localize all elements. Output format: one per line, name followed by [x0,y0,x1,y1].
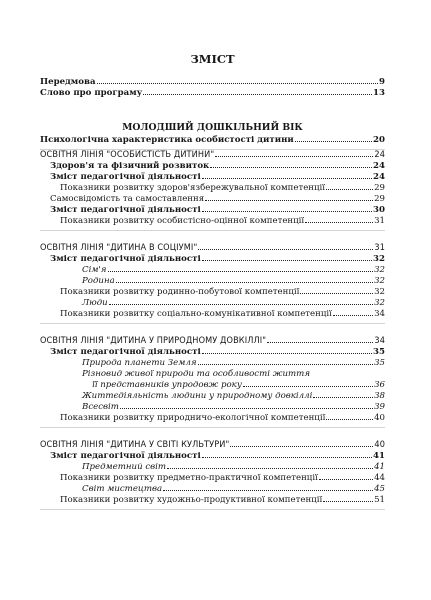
toc-entry-label: ОСВІТНЯ ЛІНІЯ "ОСОБИСТІСТЬ ДИТИНИ" [40,150,215,160]
toc-entry-page: 44 [374,473,385,483]
toc-entry[interactable] [40,254,385,265]
dot-leader [305,216,373,223]
toc-entry-label: Передмова [40,77,96,87]
dot-leader [313,391,373,398]
dot-leader [323,495,373,502]
toc-entry-label: Сім'я [82,265,107,275]
toc-entry-page: 32 [374,298,385,308]
dot-leader [202,451,372,458]
toc-entry-page: 31 [374,216,385,226]
toc-entry[interactable] [40,358,385,369]
toc-entry-label: Показники розвитку предметно-практичної компетенції [60,473,318,483]
dot-leader [202,254,372,261]
toc-entry[interactable] [40,265,385,276]
dot-leader [202,347,372,354]
intro-entries [40,77,385,99]
toc-entry-page: 40 [374,440,385,450]
toc-entry-page: 32 [373,254,385,264]
dot-leader [326,413,373,420]
toc-entry-page: 41 [373,451,385,461]
toc-entry-label: Показники розвитку соціально-комунікативної компетенції [60,309,332,319]
toc-entry-label: Показники розвитку природничо-екологічної компетенції [60,413,326,423]
toc-entry[interactable] [40,391,385,402]
section-heading[interactable] [40,150,385,161]
toc-entry-page: 45 [374,484,385,494]
toc-entry-label: Здоров'я та фізичний розвиток [50,161,210,171]
page-title: ЗМІСТ [190,52,235,66]
toc-entry-label: Різновид живої природи та особливості життя [82,369,311,379]
toc-entry-page: 34 [374,336,385,346]
toc-entry[interactable] [40,135,385,146]
toc-entry-label: Зміст педагогічної діяльності [50,172,201,182]
dot-leader [198,243,373,250]
toc-entry[interactable] [40,451,385,462]
toc-entry-page: 35 [374,358,385,368]
toc-entry[interactable] [40,462,385,473]
toc-entry-label: Самосвідомість та самоставлення [50,194,205,204]
dot-leader [215,150,373,157]
toc-entry-page: 40 [374,413,385,423]
toc-entry-page: 31 [374,243,385,253]
toc-entry-page: 29 [374,183,385,193]
toc-entry-page: 35 [373,347,385,357]
toc-entry[interactable] [40,287,385,298]
dot-leader [163,484,373,491]
toc-entry-label: Люди [82,298,108,308]
toc-entry-page: 32 [374,287,385,297]
toc-entry-page: 20 [373,135,385,145]
toc-entry-page: 24 [373,172,385,182]
toc-entry-page: 36 [374,380,385,390]
toc-block [40,231,385,324]
section-heading[interactable] [40,440,385,451]
toc-entry[interactable] [40,380,385,391]
toc-entry-label: Життєдіяльність людини у природному довкіллі [82,391,313,401]
dot-leader [300,287,373,294]
toc-entry[interactable] [40,88,385,99]
dot-leader [108,265,374,272]
dot-leader [326,183,373,190]
dot-leader [167,462,373,469]
toc-entry-label: Природа планети Земля [82,358,197,368]
dot-leader [109,298,373,305]
toc-block [40,428,385,510]
section-heading[interactable] [40,336,385,347]
toc-entry[interactable] [40,205,385,216]
toc-entry-label: Показники розвитку здоров'язбережувальної компетенції [60,183,326,193]
toc-entry[interactable] [40,216,385,227]
toc-entry[interactable] [40,172,385,183]
toc-entry[interactable] [40,369,385,380]
toc-entry-label: ОСВІТНЯ ЛІНІЯ "ДИТИНА У СВІТІ КУЛЬТУРИ" [40,440,230,450]
toc-entry-label: Зміст педагогічної діяльності [50,254,201,264]
dot-leader [210,161,372,168]
toc-entry[interactable] [40,473,385,484]
toc-entry[interactable] [40,194,385,205]
dot-leader [295,135,372,142]
dot-leader [143,88,372,95]
toc-blocks [40,150,385,510]
dot-leader [230,440,373,447]
toc-block [40,324,385,428]
toc-entry-label: Слово про програму [40,88,143,98]
toc-entry-page: 39 [374,402,385,412]
toc-entry-label: Родина [82,276,115,286]
toc-entry-page: 9 [379,77,385,87]
dot-leader [198,358,374,365]
dot-leader [202,172,372,179]
toc-entry-label: Психологічна характеристика особистості дитини [40,135,294,145]
toc-entry-page: 24 [373,161,385,171]
toc-entry[interactable] [40,298,385,309]
toc-entry-page: 13 [373,88,385,98]
dot-leader [202,205,372,212]
toc-entry-label: ОСВІТНЯ ЛІНІЯ "ДИТИНА У ПРИРОДНОМУ ДОВКІЛЛІ" [40,336,267,346]
dot-leader [116,276,373,283]
toc-entry-page: 38 [374,391,385,401]
toc-entry-label: її представників упродовж року [92,380,242,390]
toc-entry-page: 24 [374,150,385,160]
toc-entry-page: 32 [374,265,385,275]
dot-leader [333,309,373,316]
toc-block [40,150,385,231]
toc-entry-label: Предметний світ [82,462,167,472]
toc-entry[interactable] [40,402,385,413]
toc-entry-label: Зміст педагогічної діяльності [50,205,201,215]
section-heading[interactable] [40,243,385,254]
toc-entry-label: Показники розвитку родинно-побутової компетенції [60,287,300,297]
toc-entry-page: 34 [374,309,385,319]
toc-entry[interactable] [40,276,385,287]
toc-entry[interactable] [40,183,385,194]
toc-entry-page: 30 [373,205,385,215]
toc-entry-label: Світ мистецтва [82,484,163,494]
toc-entry-label: Показники розвитку художньо-продуктивної компетенції [60,495,323,505]
toc-entry-page: 41 [374,462,385,472]
toc-entry-page: 29 [374,194,385,204]
toc-entry-label: Всесвіт [82,402,119,412]
toc-entry[interactable] [40,161,385,172]
toc-entry-page: 51 [374,495,385,505]
toc-entry-label: ОСВІТНЯ ЛІНІЯ "ДИТИНА В СОЦІУМІ" [40,243,198,253]
toc-entry[interactable] [40,347,385,358]
toc-entry[interactable] [40,309,385,320]
toc-entry-label: Зміст педагогічної діяльності [50,347,201,357]
dot-leader [120,402,373,409]
dot-leader [97,77,378,84]
toc-entry[interactable] [40,495,385,506]
toc-entry-page: 32 [374,276,385,286]
toc-entry-label: Зміст педагогічної діяльності [50,451,201,461]
dot-leader [267,336,373,343]
dot-leader [319,473,373,480]
toc-entry[interactable] [40,484,385,495]
toc-entry-label: Показники розвитку особистісно-оцінної компетенції [60,216,305,226]
dot-leader [243,380,373,387]
divider [40,509,385,510]
dot-leader [205,194,373,201]
toc-entry[interactable] [40,413,385,424]
toc-entry[interactable] [40,77,385,88]
section-title: МОЛОДШИЙ ДОШКІЛЬНИЙ ВІК [122,122,303,133]
